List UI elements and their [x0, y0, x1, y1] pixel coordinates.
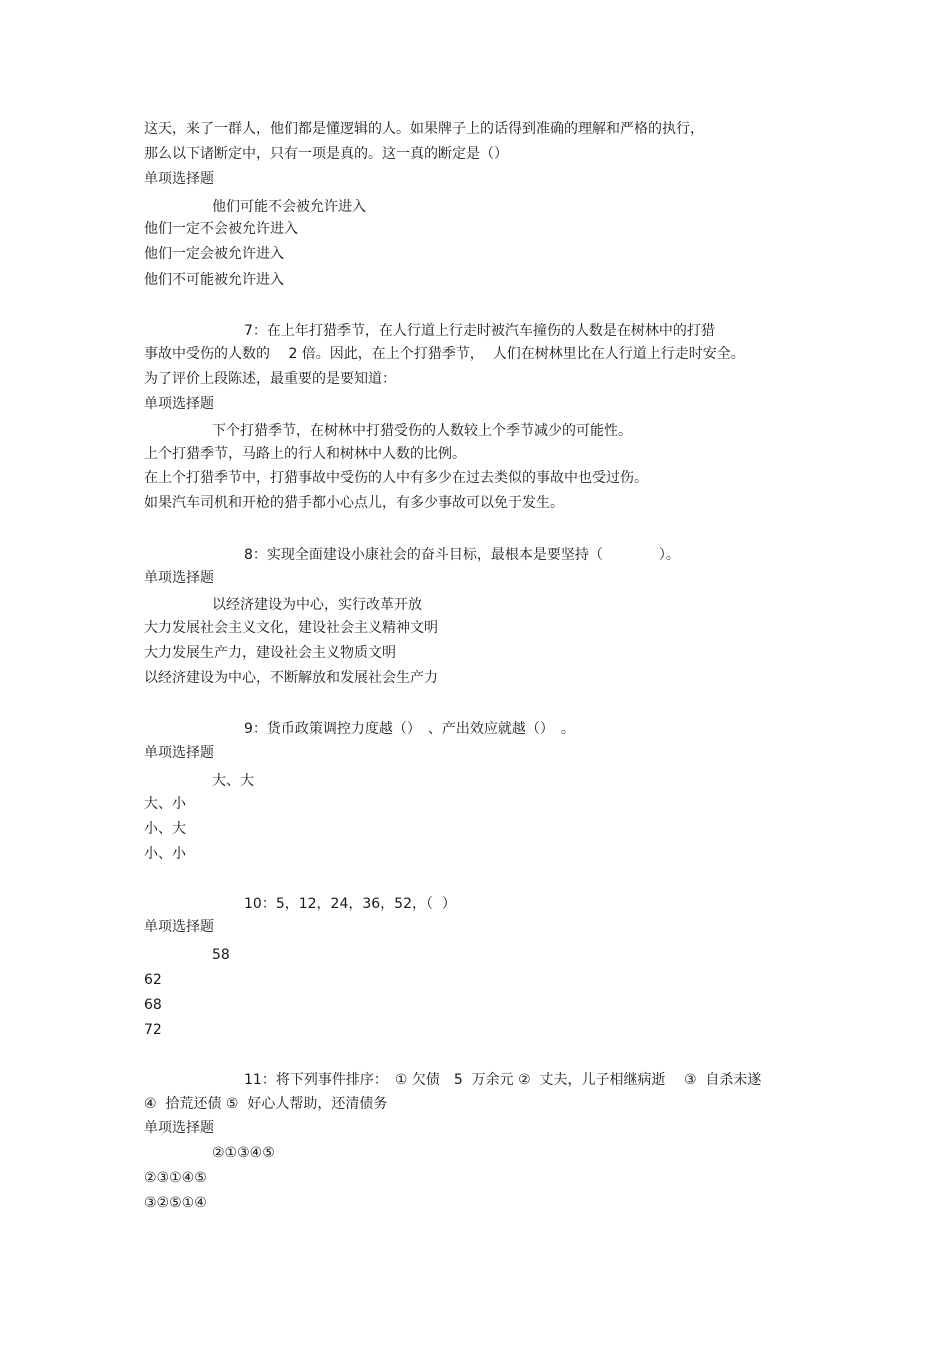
- question-8-stem-line-1: 8：实现全面建设小康社会的奋斗目标，最根本是要坚持（ ）。: [244, 547, 680, 563]
- question-7-stem-line-1: 7：在上年打猎季节，在人行道上行走时被汽车撞伤的人数是在树林中的打猎: [244, 323, 715, 339]
- question-10-option-1: 58: [212, 947, 230, 963]
- question-7-stem-line-3: 为了评价上段陈述，最重要的是要知道：: [144, 371, 396, 387]
- question-7-option-4: 如果汽车司机和开枪的猎手都小心点儿，有多少事故可以免于发生。: [144, 495, 564, 511]
- question-8-type: 单项选择题: [144, 570, 214, 586]
- question-8-option-4: 以经济建设为中心，不断解放和发展社会生产力: [144, 670, 438, 686]
- question-7-option-3: 在上个打猎季节中，打猎事故中受伤的人中有多少在过去类似的事故中也受过伤。: [144, 470, 648, 486]
- question-6-stem-line-1: 这天，来了一群人，他们都是懂逻辑的人。如果牌子上的话得到准确的理解和严格的执行，: [144, 121, 704, 137]
- question-6-option-2: 他们一定不会被允许进入: [144, 221, 298, 237]
- question-10-option-3: 68: [144, 997, 162, 1013]
- question-7-option-2: 上个打猎季节，马路上的行人和树林中人数的比例。: [144, 446, 466, 462]
- question-10-option-2: 62: [144, 972, 162, 988]
- question-6-option-4: 他们不可能被允许进入: [144, 272, 284, 288]
- question-11-option-2: ②③①④⑤: [144, 1170, 207, 1186]
- question-9-option-2: 大、小: [144, 796, 186, 812]
- question-8-option-1: 以经济建设为中心，实行改革开放: [212, 597, 422, 613]
- question-8-option-3: 大力发展生产力，建设社会主义物质文明: [144, 645, 396, 661]
- question-9-type: 单项选择题: [144, 745, 214, 761]
- question-11-stem-line-1: 11：将下列事件排序： ① 欠债 5 万余元 ② 丈夫，儿子相继病逝 ③ 自杀未遂: [244, 1072, 762, 1088]
- question-9-stem-line-1: 9：货币政策调控力度越（） 、产出效应就越（） 。: [244, 721, 575, 737]
- question-9-option-4: 小、小: [144, 846, 186, 862]
- question-11-stem-line-2: ④ 拾荒还债 ⑤ 好心人帮助，还清债务: [144, 1096, 388, 1112]
- question-10-type: 单项选择题: [144, 919, 214, 935]
- question-6-type: 单项选择题: [144, 171, 214, 187]
- question-11-option-3: ③②⑤①④: [144, 1195, 207, 1211]
- question-11-option-1: ②①③④⑤: [212, 1145, 275, 1161]
- question-8-option-2: 大力发展社会主义文化，建设社会主义精神文明: [144, 620, 438, 636]
- question-10-option-4: 72: [144, 1022, 162, 1038]
- question-7-type: 单项选择题: [144, 396, 214, 412]
- question-6-option-1: 他们可能不会被允许进入: [212, 199, 366, 215]
- question-9-option-1: 大、大: [212, 773, 254, 789]
- question-10-stem-line-1: 10：5，12，24，36，52，（ ）: [244, 896, 456, 912]
- question-7-stem-line-2: 事故中受伤的人数的 2 倍。因此，在上个打猎季节， 人们在树林里比在人行道上行走时安全。: [144, 346, 745, 362]
- question-7-option-1: 下个打猎季节，在树林中打猎受伤的人数较上个季节减少的可能性。: [212, 423, 632, 439]
- question-9-option-3: 小、大: [144, 821, 186, 837]
- question-11-type: 单项选择题: [144, 1120, 214, 1136]
- question-6-option-3: 他们一定会被允许进入: [144, 246, 284, 262]
- question-6-stem-line-2: 那么以下诸断定中，只有一项是真的。这一真的断定是（）: [144, 146, 508, 162]
